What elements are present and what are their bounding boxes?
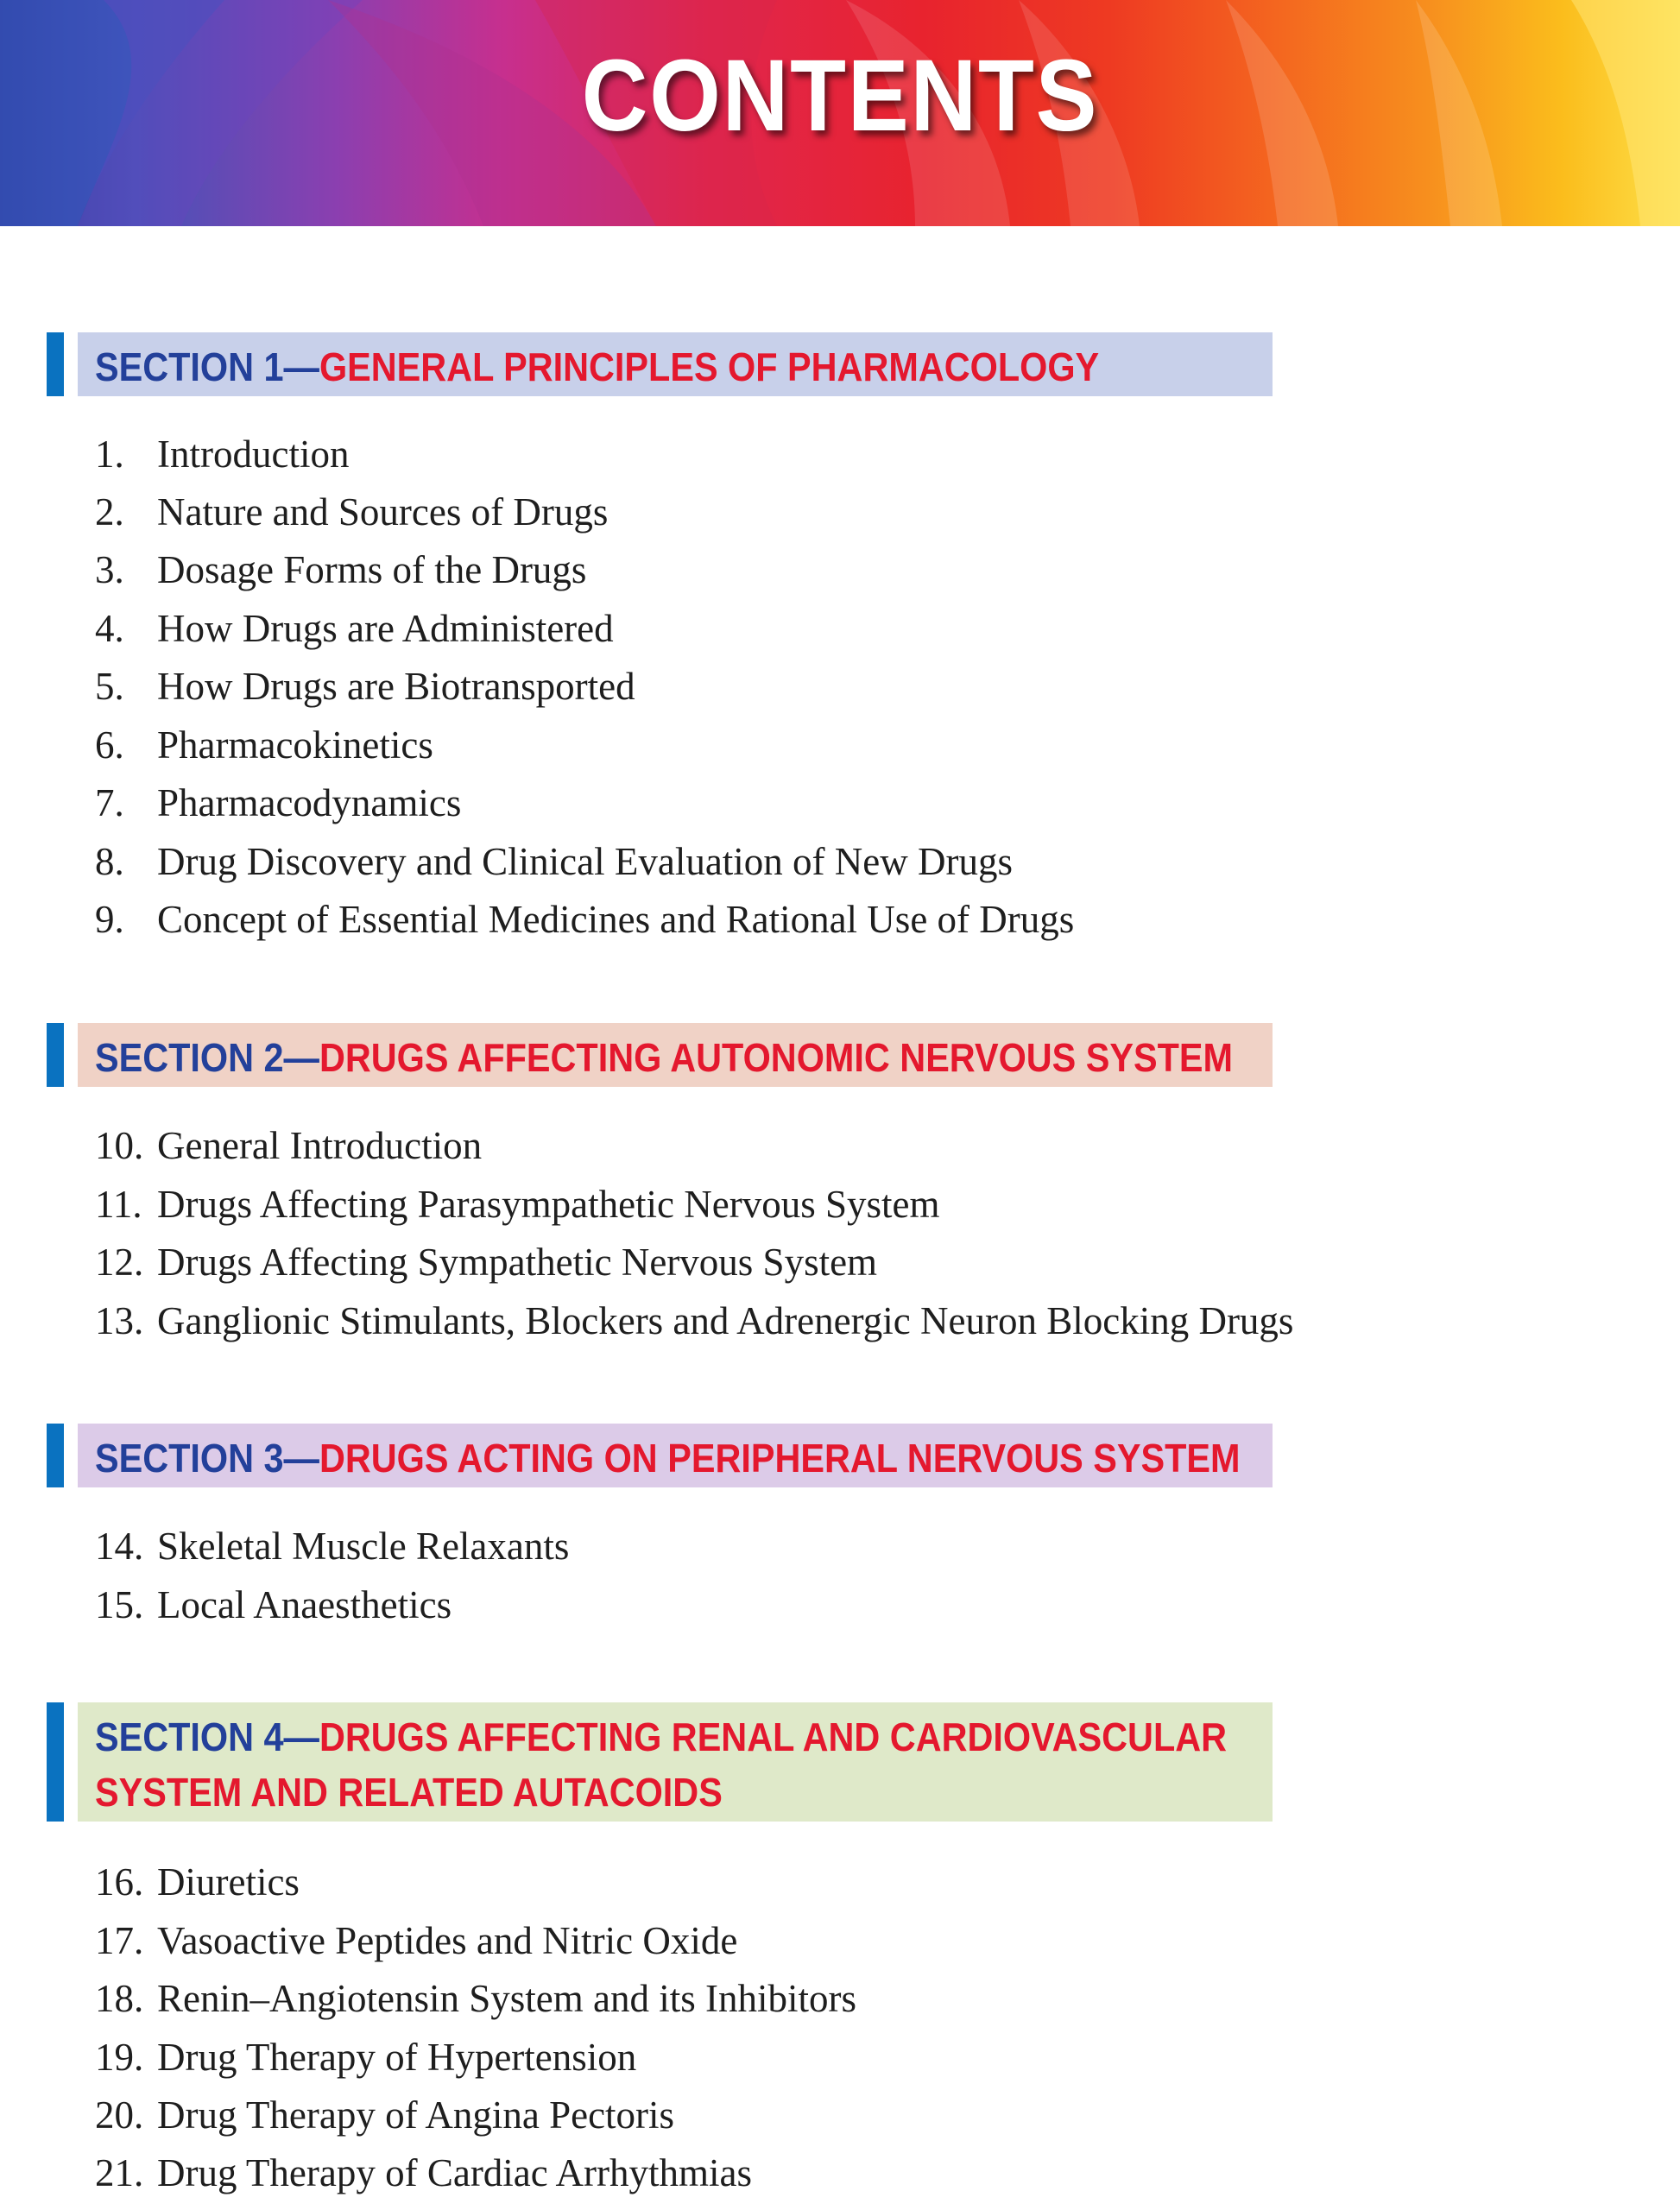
- chapter-number: 1.: [95, 433, 124, 476]
- chapter-number: 17.: [95, 1919, 144, 1962]
- chapter-title: Diuretics: [157, 1860, 300, 1904]
- chapter-title: How Drugs are Biotransported: [157, 665, 635, 708]
- section-number: SECTION 1—: [95, 344, 319, 389]
- section-title: DRUGS AFFECTING RENAL AND CARDIOVASCULAR: [319, 1714, 1228, 1759]
- chapter-title: How Drugs are Administered: [157, 607, 614, 650]
- chapter-title: Pharmacokinetics: [157, 723, 433, 767]
- toc-entry[interactable]: [95, 1977, 856, 2020]
- chapter-number: 21.: [95, 2151, 144, 2194]
- chapter-number: 20.: [95, 2093, 144, 2137]
- section-title: DRUGS AFFECTING AUTONOMIC NERVOUS SYSTEM: [319, 1035, 1234, 1080]
- chapter-number: 10.: [95, 1124, 144, 1167]
- section-accent-bar: [47, 1702, 64, 1822]
- section-accent-bar: [47, 332, 64, 396]
- section-accent-bar: [47, 1023, 64, 1087]
- toc-entry[interactable]: [95, 435, 349, 474]
- chapter-title: Drug Therapy of Cardiac Arrhythmias: [157, 2151, 752, 2194]
- toc-entry[interactable]: [95, 609, 614, 648]
- section-2-heading: [95, 1030, 1234, 1085]
- toc-entry[interactable]: [95, 667, 635, 706]
- chapter-title: General Introduction: [157, 1124, 483, 1167]
- chapter-title: Concept of Essential Medicines and Rational Use of Drugs: [157, 898, 1075, 941]
- chapter-title: Ganglionic Stimulants, Blockers and Adrenergic Neuron Blocking Drugs: [157, 1299, 1294, 1342]
- chapter-title: Dosage Forms of the Drugs: [157, 548, 587, 591]
- chapter-number: 12.: [95, 1241, 144, 1284]
- toc-entry[interactable]: [95, 2093, 675, 2137]
- header-banner: [0, 0, 1680, 226]
- toc-entry[interactable]: [95, 900, 1074, 939]
- section-2-header: [47, 1023, 1273, 1087]
- chapter-title: Local Anaesthetics: [157, 1583, 452, 1626]
- section-1-header: [47, 332, 1273, 396]
- section-number: SECTION 2—: [95, 1035, 319, 1080]
- chapter-title: Drugs Affecting Sympathetic Nervous System: [157, 1241, 878, 1284]
- chapter-number: 8.: [95, 840, 124, 883]
- chapter-number: 2.: [95, 490, 124, 534]
- toc-entry[interactable]: [95, 1299, 1294, 1342]
- toc-entry[interactable]: [95, 1527, 569, 1566]
- chapter-title: Drug Discovery and Clinical Evaluation of New Drugs: [157, 840, 1014, 883]
- section-3-header: [47, 1424, 1273, 1487]
- toc-entry[interactable]: [95, 781, 462, 824]
- chapter-number: 6.: [95, 723, 124, 767]
- toc-entry[interactable]: [95, 1243, 877, 1282]
- chapter-title: Introduction: [157, 433, 350, 476]
- chapter-number: 18.: [95, 1977, 144, 2020]
- chapter-title: Drugs Affecting Parasympathetic Nervous System: [157, 1183, 940, 1226]
- chapter-number: 4.: [95, 607, 124, 650]
- chapter-number: 7.: [95, 781, 124, 824]
- section-title-line-2: SYSTEM AND RELATED AUTACOIDS: [95, 1770, 723, 1815]
- chapter-title: Nature and Sources of Drugs: [157, 490, 609, 534]
- chapter-title: Renin–Angiotensin System and its Inhibitors: [157, 1977, 856, 2020]
- toc-entry[interactable]: [95, 1583, 452, 1626]
- chapter-number: 3.: [95, 548, 124, 591]
- section-title: DRUGS ACTING ON PERIPHERAL NERVOUS SYSTEM: [319, 1436, 1241, 1481]
- toc-entry[interactable]: [95, 723, 433, 767]
- section-4-header: [47, 1702, 1273, 1822]
- chapter-title: Skeletal Muscle Relaxants: [157, 1525, 570, 1568]
- section-4-heading: [95, 1709, 1228, 1820]
- toc-entry[interactable]: [95, 1185, 940, 1224]
- chapter-title: Drug Therapy of Angina Pectoris: [157, 2093, 675, 2137]
- section-accent-bar: [47, 1424, 64, 1487]
- toc-entry[interactable]: [95, 1124, 483, 1167]
- chapter-number: 14.: [95, 1525, 144, 1568]
- section-title: GENERAL PRINCIPLES OF PHARMACOLOGY: [319, 344, 1100, 389]
- section-number: SECTION 3—: [95, 1436, 319, 1481]
- toc-entry[interactable]: [95, 1919, 738, 1962]
- chapter-number: 13.: [95, 1299, 144, 1342]
- chapter-title: Pharmacodynamics: [157, 781, 462, 824]
- toc-entry[interactable]: [95, 2151, 752, 2194]
- toc-entry[interactable]: [95, 840, 1014, 883]
- page-title: CONTENTS: [581, 39, 1099, 153]
- chapter-number: 16.: [95, 1860, 144, 1904]
- chapter-number: 15.: [95, 1583, 144, 1626]
- chapter-number: 19.: [95, 2036, 144, 2079]
- chapter-number: 9.: [95, 898, 124, 941]
- section-number: SECTION 4—: [95, 1714, 319, 1759]
- toc-entry[interactable]: [95, 548, 587, 591]
- chapter-number: 11.: [95, 1183, 142, 1226]
- toc-entry[interactable]: [95, 1860, 300, 1904]
- toc-entry[interactable]: [95, 490, 609, 534]
- section-1-heading: [95, 339, 1128, 395]
- chapter-title: Vasoactive Peptides and Nitric Oxide: [157, 1919, 738, 1962]
- chapter-number: 5.: [95, 665, 124, 708]
- chapter-title: Drug Therapy of Hypertension: [157, 2036, 637, 2079]
- section-3-heading: [95, 1430, 1241, 1486]
- toc-entry[interactable]: [95, 2038, 636, 2077]
